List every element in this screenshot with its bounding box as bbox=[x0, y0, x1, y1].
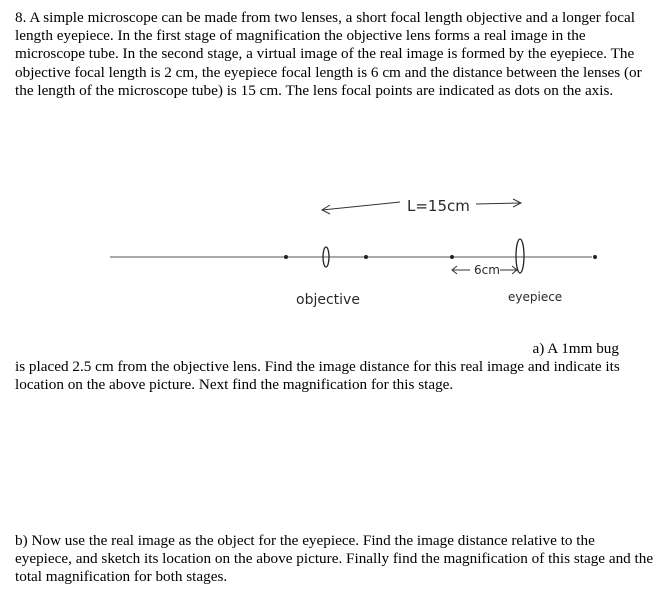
objective-focal-point-right bbox=[364, 255, 368, 259]
objective-focal-point-left bbox=[284, 255, 288, 259]
question-part-a bbox=[15, 340, 655, 395]
eyepiece-label: eyepiece bbox=[508, 290, 563, 304]
eyepiece-focal-label: 6cm bbox=[474, 263, 500, 277]
tube-length-label: L=15cm bbox=[407, 197, 470, 215]
microscope-diagram bbox=[0, 180, 671, 320]
part-a-lead: a) A 1mm bug bbox=[532, 340, 619, 357]
part-a-text: is placed 2.5 cm from the objective lens. Find the image distance for this real image and indicate its location on the above picture. Next find the magnification for this stage. bbox=[15, 358, 620, 394]
eyepiece-focal-point-right bbox=[593, 255, 597, 259]
objective-label: objective bbox=[296, 292, 360, 308]
eyepiece-focal-point-left bbox=[450, 255, 454, 259]
question-part-b: b) Now use the real image as the object for the eyepiece. Find the image distance relative to the eyepiece, and sketch its location on the above picture. Finally find the magnification of this stage and the total magnification for both stages. bbox=[15, 532, 654, 586]
question-intro: 8. A simple microscope can be made from two lenses, a short focal length objective and a longer focal length eyepiece. In the first stage of magnification the objective lens forms a real image in the microscope tube. In the second stage, a virtual image of the real image is formed by the eyepiece. The objective focal length is 2 cm, the eyepiece focal length is 6 cm and the distance between the lenses (or the length of the microscope tube) is 15 cm. The lens focal points are indicated as dots on the axis. bbox=[15, 9, 642, 99]
eyepiece-lens bbox=[516, 239, 524, 273]
